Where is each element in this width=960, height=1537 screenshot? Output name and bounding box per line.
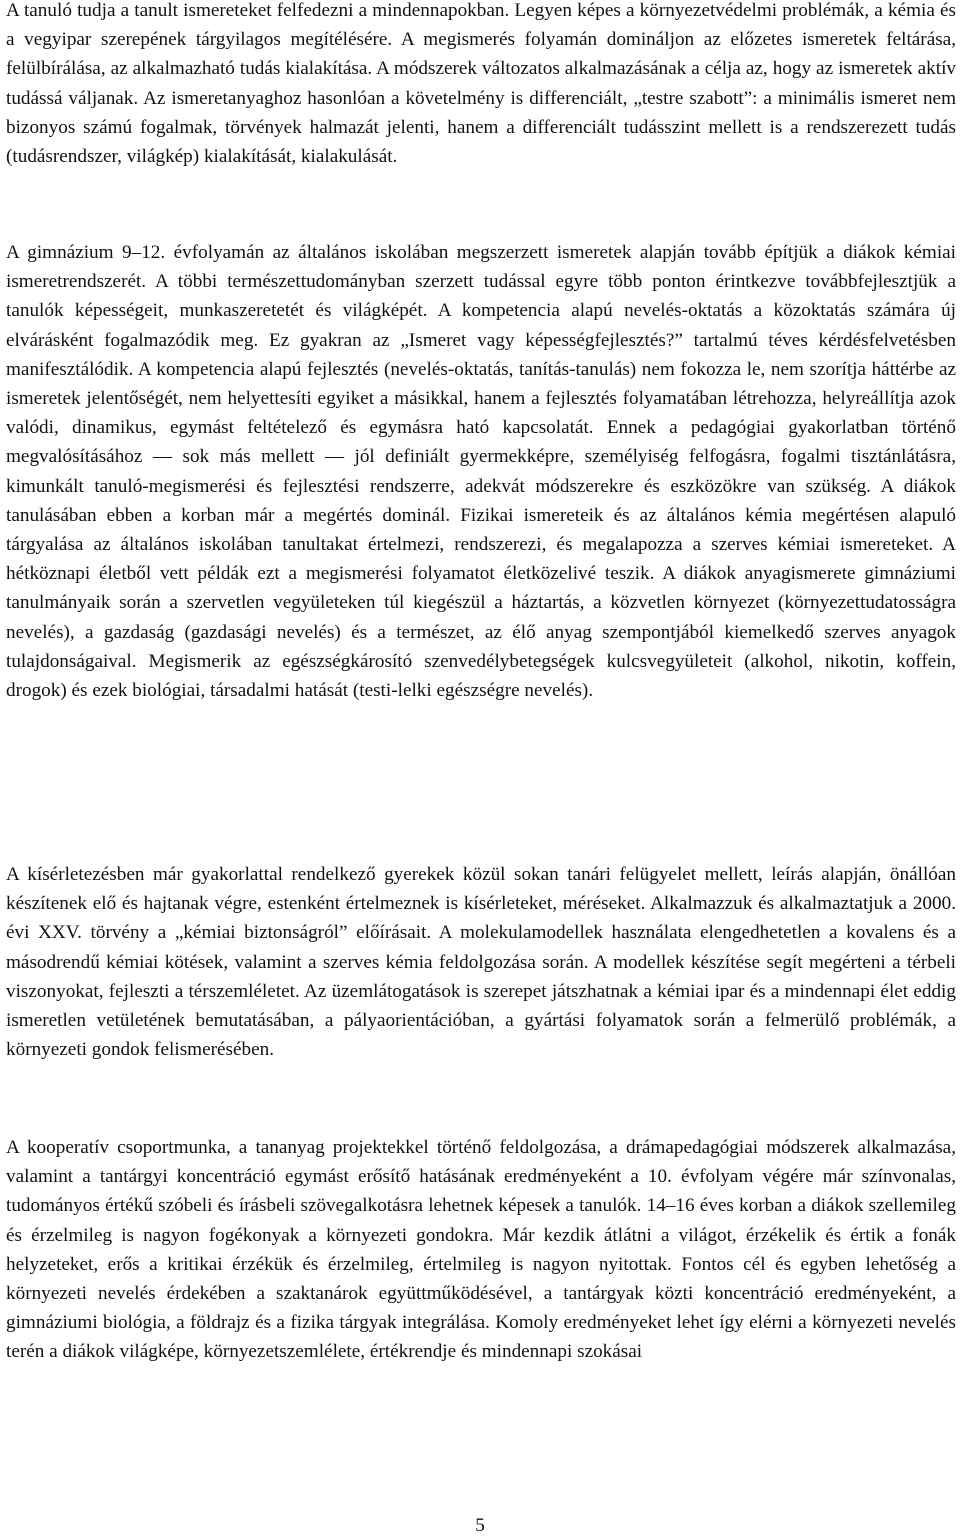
paragraph-2: A gimnázium 9–12. évfolyamán az általános iskolában megszerzett ismeretek alapján tovább építjük a diákok kémiai ismeretrendszerét. A többi természettudományban szerzett tudással egyre több ponton érintkezve továbbfejlesztjük a tanulók képességeit, munkaszeretetét és világképét. A kompetencia alapú nevelés-oktatás a közoktatás számára új elvárásként fogalmazódik meg. Ez gyakran az „Ismeret vagy képességfejlesztés?” tartalmú téves kérdésfelvetésben manifesztálódik. A kompetencia alapú fejlesztés (nevelés-oktatás, tanítás-tanulás) nem fokozza le, nem szorítja háttérbe az ismeretek jelentőségét, nem helyettesíti egyiket a másikkal, hanem a fejlesztés folyamatában létrehozza, helyreállítja azok valódi, dinamikus, egymást feltételező és egymásra ható kapcsolatát. Ennek a pedagógiai gyakorlatban történő megvalósításához — sok más mellett — jól definiált gyermekképre, személyiség felfogásra, fogalmi tisztánlátásra, kimunkált tanuló-megismerési és fejlesztési rendszerre, adekvát módszerekre és eszközökre van szükség. A diákok tanulásában ebben a korban már a megértés dominál. Fizikai ismereteik és az általános kémia megértésen alapuló tárgyalása az általános iskolában tanultakat értelmezi, rendszerezi, és megalapozza a szerves kémiai ismereteket. A hétköznapi életből vett példák ezt a megismerési folyamatot életközelivé teszik. A diákok anyagismerete gimnáziumi tanulmányaik során a szervetlen vegyületeken túl kiegészül a háztartás, a közvetlen környezet (környezettudatosságra nevelés), a gazdaság (gazdasági nevelés) és a természet, az élő anyag szempontjából kiemelkedő szerves anyagok tulajdonságaival. Megismerik az egészségkárosító szenvedélybetegségek kulcsvegyületeit (alkohol, nikotin, koffein, drogok) és ezek biológiai, társadalmi hatását (testi-lelki egészségre nevelés). (6, 242, 956, 702)
paragraph-1: A tanuló tudja a tanult ismereteket felfedezni a mindennapokban. Legyen képes a környezetvédelmi problémák, a kémia és a vegyipar szerepének tárgyilagos megítélésére. A megismerés folyamán domináljon az előzetes ismeretek feltárása, felülbírálása, az alkalmazható tudás kialakítása. A módszerek változatos alkalmazásának a célja az, hogy az ismeretek aktív tudássá váljanak. Az ismeretanyaghoz hasonlóan a követelmény is differenciált, „testre szabott”: a minimális ismeret nem bizonyos számú fogalmak, törvények halmazát jelenti, hanem a differenciált tudásszint mellett is a rendszerezett tudás (tudásrendszer, világkép) kialakítását, kialakulását. (6, 0, 956, 168)
paragraph-3: A kísérletezésben már gyakorlattal rendelkező gyerekek közül sokan tanári felügyelet mellett, leírás alapján, önállóan készítenek elő és hajtanak végre, estenként értelmeznek is kísérleteket, méréseket. Alkalmazzuk és alkalmaztatjuk a 2000. évi XXV. törvény a „kémiai biztonságról” előírásait. A molekulamodellek használata elengedhetetlen a kovalens és a másodrendű kémiai kötések, valamint a szerves kémia feldolgozása során. A modellek készítése segít megérteni a térbeli viszonyokat, fejleszti a térszemléletet. Az üzemlátogatások is szerepet játszhatnak a kémiai ipar és a mindennapi élet eddig ismeretlen vetületének bemutatásában, a pályaorientációban, a gyártási folyamatok során a felmerülő problémák, a környezeti gondok felismerésében. (6, 864, 956, 1061)
paragraph-4: A kooperatív csoportmunka, a tananyag projektekkel történő feldolgozása, a drámapedagógiai módszerek alkalmazása, valamint a tantárgyi koncentráció egymást erősítő hatásának eredményeként a 10. évfolyam végére már színvonalas, tudományos értékű szóbeli és írásbeli szövegalkotásra lehetnek képesek a tanulók. 14–16 éves korban a diákok szellemileg és érzelmileg is nagyon fogékonyak a környezeti gondokra. Már kezdik átlátni a világot, érzékelik és értik a fonák helyzeteket, erős a kritikai érzékük és érzelmileg, értelmileg is nagyon nyitottak. Fontos cél és egyben lehetőség a környezeti nevelés érdekében a szaktanárok együttműködésével, a tantárgyak közti koncentráció eredményeként, a gimnáziumi biológia, a földrajz és a fizika tárgyak integrálása. Komoly eredményeket lehet így elérni a környezeti nevelés terén a diákok világképe, környezetszemlélete, értékrendje és mindennapi szokásai (6, 1137, 956, 1363)
page-number: 5 (475, 1515, 485, 1536)
